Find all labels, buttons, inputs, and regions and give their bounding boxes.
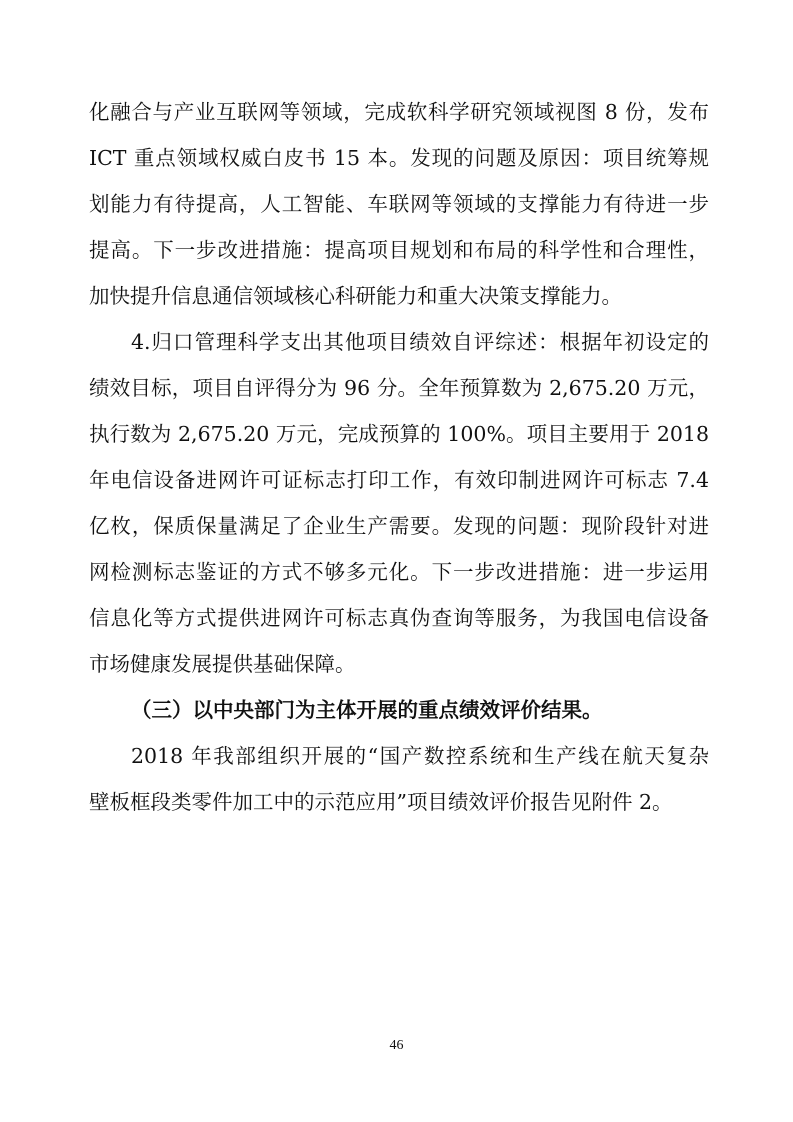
- paragraph-line-2: ICT 重点领域权威白皮书 15 本。发现的问题及原因：项目统筹规: [89, 146, 709, 170]
- paragraph-line-8: 执行数为 2,675.20 万元，完成预算的 100%。项目主要用于 2018: [89, 422, 709, 446]
- paragraph-line-1: 化融合与产业互联网等领域，完成软科学研究领域视图 8 份，发布: [89, 100, 709, 124]
- paragraph-line-12: 信息化等方式提供进网许可标志真伪查询等服务，为我国电信设备: [89, 606, 709, 630]
- section-heading: （三）以中央部门为主体开展的重点绩效评价结果。: [131, 698, 603, 722]
- paragraph-line-9: 年电信设备进网许可证标志打印工作，有效印制进网许可标志 7.4: [89, 468, 709, 492]
- paragraph-line-5: 加快提升信息通信领域核心科研能力和重大决策支撑能力。: [89, 284, 622, 308]
- paragraph-line-4: 提高。下一步改进措施：提高项目规划和布局的科学性和合理性，: [89, 238, 709, 262]
- paragraph-line-15: 2018 年我部组织开展的“国产数控系统和生产线在航天复杂: [131, 744, 709, 768]
- paragraph-line-6: 4.归口管理科学支出其他项目绩效自评综述：根据年初设定的: [131, 330, 709, 354]
- paragraph-line-16: 壁板框段类零件加工中的示范应用”项目绩效评价报告见附件 2。: [89, 790, 673, 814]
- paragraph-line-10: 亿枚，保质保量满足了企业生产需要。发现的问题：现阶段针对进: [89, 514, 709, 538]
- paragraph-line-11: 网检测标志鉴证的方式不够多元化。下一步改进措施：进一步运用: [89, 560, 709, 584]
- page-number: 46: [389, 1038, 404, 1053]
- paragraph-line-3: 划能力有待提高，人工智能、车联网等领域的支撑能力有待进一步: [89, 192, 709, 216]
- paragraph-line-13: 市场健康发展提供基础保障。: [89, 652, 356, 676]
- paragraph-line-7: 绩效目标，项目自评得分为 96 分。全年预算数为 2,675.20 万元，: [89, 376, 709, 400]
